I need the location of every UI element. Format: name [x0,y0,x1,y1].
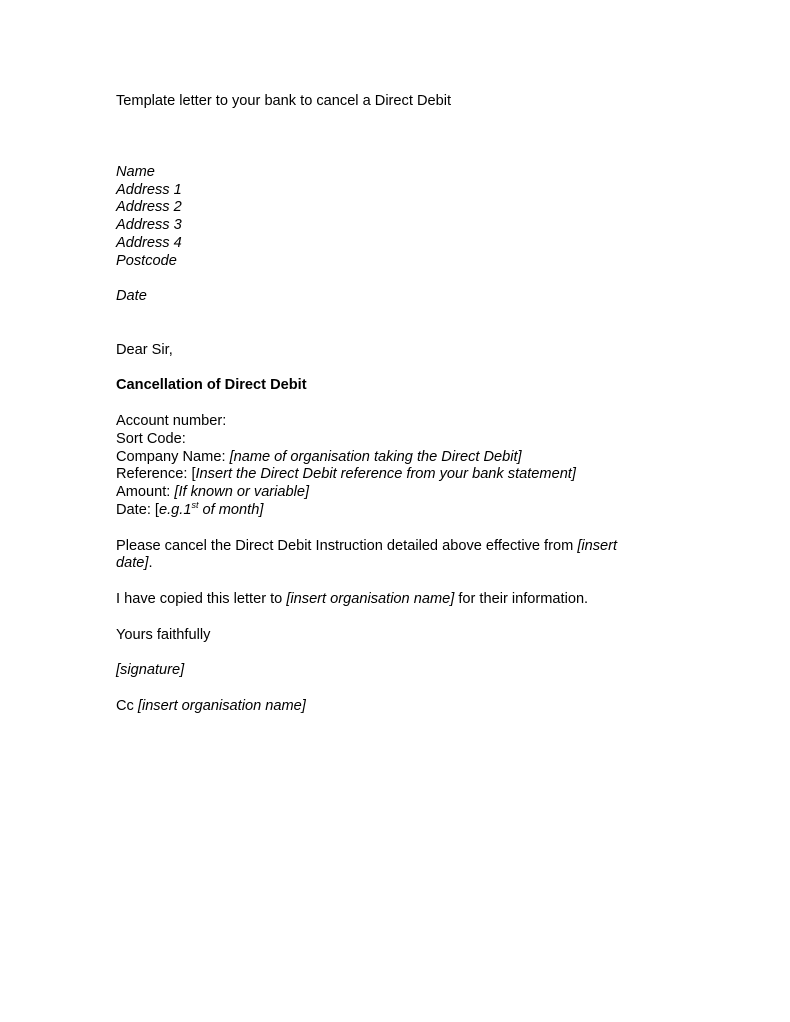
body-paragraph-cancel [116,538,656,574]
cc-placeholder: [insert organisation name] [137,697,306,714]
body2-placeholder: [insert organisation name] [286,590,455,607]
letter-page [116,93,676,716]
signature-placeholder: [signature] [116,662,185,679]
date-placeholder-ordinal: st [191,500,199,511]
letter-title: Template letter to your bank to cancel a Direct Debit [116,93,452,109]
sort-code-label: Sort Code: [116,430,186,447]
reference-label: Reference: [ [116,466,196,483]
reference-placeholder: Insert the Direct Debit reference from your bank statement] [195,466,576,483]
cc-label: Cc [116,697,138,714]
salutation: Dear Sir, [116,341,173,358]
amount-row [116,484,676,502]
sender-address-1: Address 1 [116,181,182,198]
letter-date: Date [116,288,147,305]
date-placeholder-prefix: e.g.1 [159,501,192,518]
date-placeholder-suffix: of month] [198,501,264,518]
company-name-row [116,449,676,467]
sender-name: Name [116,163,155,180]
company-name-placeholder: [name of organisation taking the Direct Debit] [229,448,522,465]
subject-heading: Cancellation of Direct Debit [116,377,307,394]
sender-address-2: Address 2 [116,199,182,216]
date-label: Date: [ [116,501,159,518]
body1-placeholder: [insert date] [116,537,618,572]
body-paragraph-copy [116,591,676,609]
date-row [116,502,676,520]
body1-end: . [148,555,153,572]
cc-row [116,698,676,716]
body2-end: for their information. [454,590,589,607]
body1-text: Please cancel the Direct Debit Instruction detailed above effective from [116,537,578,554]
reference-row [116,466,676,484]
sender-address-3: Address 3 [116,217,182,234]
date-placeholder [159,502,263,518]
sender-address-4: Address 4 [116,234,182,251]
closing: Yours faithfully [116,626,211,643]
company-name-label: Company Name: [116,448,230,465]
amount-placeholder: [If known or variable] [174,484,310,501]
sender-postcode: Postcode [116,252,177,269]
account-number-label: Account number: [116,412,227,429]
body2-text: I have copied this letter to [116,590,287,607]
amount-label: Amount: [116,484,175,501]
